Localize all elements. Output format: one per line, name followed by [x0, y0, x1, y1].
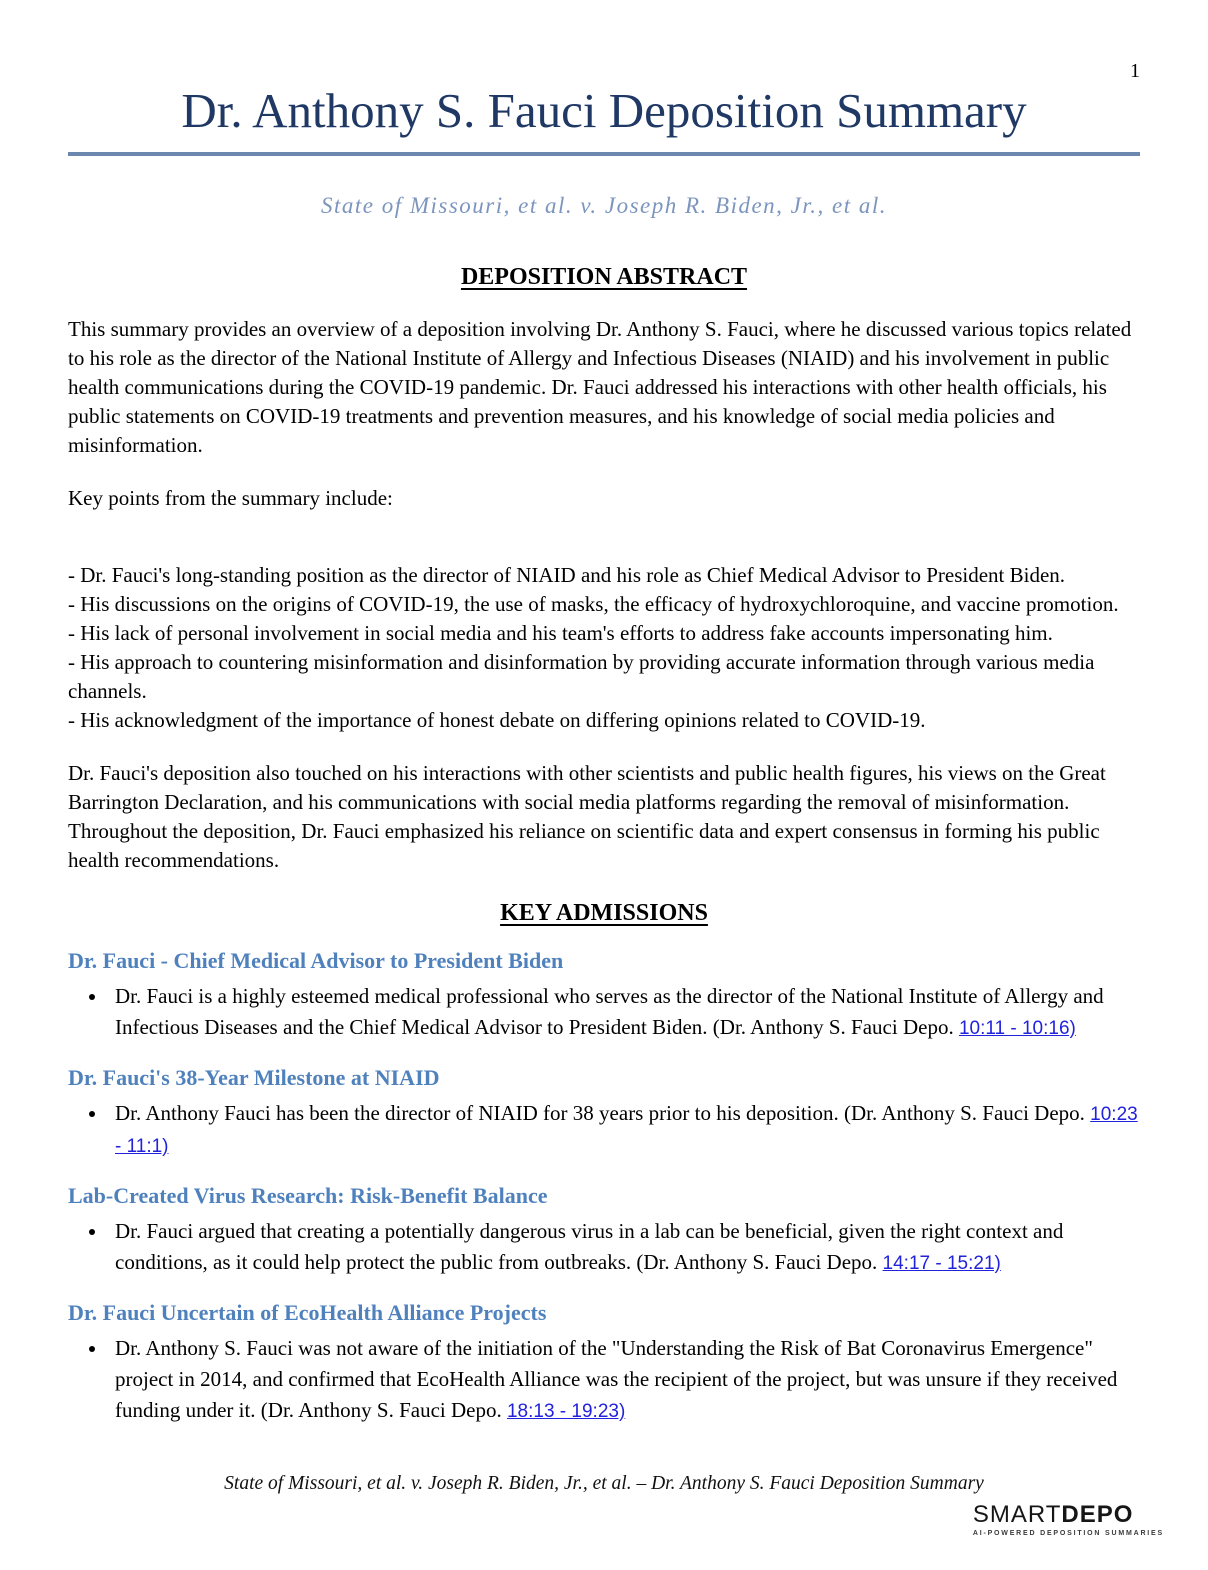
logo-tagline: AI-POWERED DEPOSITION SUMMARIES: [972, 1530, 1164, 1537]
admission-section: [68, 1300, 1140, 1427]
admission-section: [68, 948, 1140, 1044]
citation-link[interactable]: 18:13 - 19:23): [506, 1400, 626, 1422]
key-point: - His approach to countering misinformation and disinformation by providing accurate information through various media channels.: [68, 649, 1095, 703]
admission-bullet-list: [68, 981, 1140, 1044]
admission-title: Dr. Fauci's 38-Year Milestone at NIAID: [68, 1064, 440, 1090]
admission-item: [108, 1216, 1140, 1279]
abstract-heading: DEPOSITION ABSTRACT: [460, 263, 748, 290]
key-points-list: [68, 561, 1140, 735]
abstract-paragraph-1: This summary provides an overview of a deposition involving Dr. Anthony S. Fauci, where he discussed various topics related to his role as the director of the National Institute of Allergy and Infectious Diseases (NIAID) and his involvement in public health communications during the COVID-19 pandemic. Dr. Fauci addressed his interactions with other health officials, his public statements on COVID-19 treatments and prevention measures, and his knowledge of social media policies and misinformation.: [68, 316, 1132, 457]
admission-bullet-list: [68, 1216, 1140, 1279]
citation-link[interactable]: 10:23 - 11:1): [115, 1103, 1138, 1157]
admission-title: Lab-Created Virus Research: Risk-Benefit Balance: [68, 1182, 548, 1208]
case-caption: State of Missouri, et al. v. Joseph R. Biden, Jr., et al.: [320, 192, 888, 218]
key-point: - His acknowledgment of the importance of honest debate on differing opinions related to COVID-19.: [68, 707, 926, 732]
logo-smart: SMART: [972, 1501, 1062, 1528]
admission-title: Dr. Fauci Uncertain of EcoHealth Alliance Projects: [68, 1299, 547, 1325]
admission-section: [68, 1183, 1140, 1279]
key-point: - His discussions on the origins of COVID-19, the use of masks, the efficacy of hydroxychloroquine, and vaccine promotion.: [68, 591, 1119, 616]
admission-bullet-list: [68, 1333, 1140, 1427]
key-points-intro: Key points from the summary include:: [68, 485, 393, 510]
abstract-paragraph-2: Dr. Fauci's deposition also touched on his interactions with other scientists and public health figures, his views on the Great Barrington Declaration, and his communications with social media platforms regarding the removal of misinformation. Throughout the deposition, Dr. Fauci emphasized his reliance on scientific data and expert consensus in forming his public health recommendations.: [68, 760, 1106, 872]
admission-text: Dr. Fauci is a highly esteemed medical professional who serves as the director of the National Institute of Allergy and Infectious Diseases and the Chief Medical Advisor to President Biden. (Dr. Anthony S. Fauci Depo.: [115, 983, 1104, 1039]
key-point: - Dr. Fauci's long-standing position as the director of NIAID and his role as Chief Medical Advisor to President Biden.: [68, 562, 1066, 587]
admission-bullet-list: [68, 1098, 1140, 1162]
logo-depo: DEPO: [1061, 1501, 1134, 1528]
admission-item: [108, 1333, 1140, 1427]
admission-text: Dr. Fauci argued that creating a potentially dangerous virus in a lab can be beneficial, given the right context and conditions, as it could help protect the public from outbreaks. (Dr. Anthony S. Fauci Depo.: [115, 1218, 1064, 1274]
admission-item: [108, 981, 1140, 1044]
smartdepo-logo: [973, 1502, 1164, 1537]
admission-text: Dr. Anthony S. Fauci was not aware of the initiation of the "Understanding the Risk of Bat Coronavirus Emergence" project in 2014, and confirmed that EcoHealth Alliance was the recipient of the project, but was unsure if they received funding under it. (Dr. Anthony S. Fauci Depo.: [115, 1335, 1118, 1422]
logo-wordmark: [973, 1501, 1134, 1528]
page-title: Dr. Anthony S. Fauci Deposition Summary: [68, 84, 1140, 156]
key-admissions-heading: KEY ADMISSIONS: [500, 899, 708, 926]
citation-link[interactable]: 10:11 - 10:16): [958, 1017, 1076, 1039]
citation-link[interactable]: 14:17 - 15:21): [882, 1252, 1001, 1274]
page-number: 1: [1130, 60, 1140, 82]
admission-text: Dr. Anthony Fauci has been the director of NIAID for 38 years prior to his deposition. (Dr. Anthony S. Fauci Depo.: [115, 1100, 1091, 1125]
admission-item: [108, 1098, 1140, 1162]
admission-section: [68, 1065, 1140, 1162]
admission-title: Dr. Fauci - Chief Medical Advisor to President Biden: [68, 947, 564, 973]
key-point: - His lack of personal involvement in social media and his team's efforts to address fake accounts impersonating him.: [68, 620, 1053, 645]
footer-caption: State of Missouri, et al. v. Joseph R. Biden, Jr., et al. – Dr. Anthony S. Fauci Deposition Summary: [224, 1473, 984, 1494]
